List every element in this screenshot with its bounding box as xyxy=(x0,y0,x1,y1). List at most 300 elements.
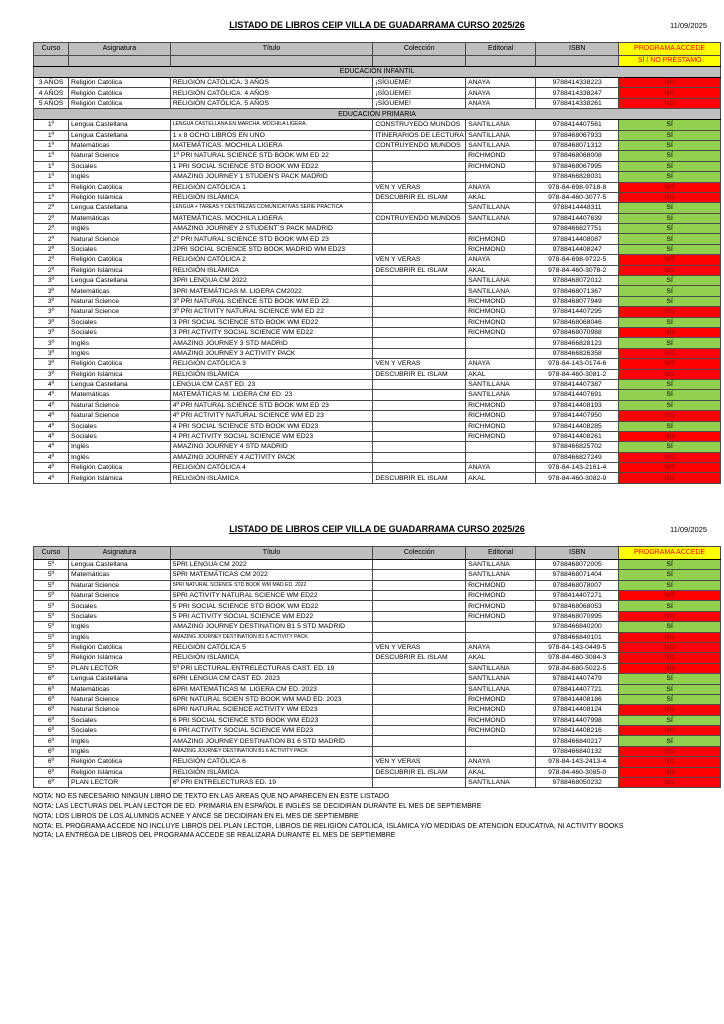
table-row xyxy=(34,442,721,452)
cell-titulo: 1º PRI NATURAL SCIENCE STD BOOK WM ED 22 xyxy=(170,151,373,161)
cell-coleccion xyxy=(373,307,466,317)
section-header-label: EDUCACIÓN INFANTIL xyxy=(34,67,721,78)
subheader-empty-cell xyxy=(536,56,619,67)
cell-editorial: SANTILLANA xyxy=(466,120,536,130)
cell-asignatura: Sociales xyxy=(69,601,171,611)
cell-titulo: 5PRI NATURAL SCIENCE STD BOOK WM MAD ED. 2022 xyxy=(170,580,373,590)
cell-editorial xyxy=(466,736,536,746)
cell-titulo: AMAZING JOURNEY 4 ACTIVITY PACK xyxy=(170,452,373,462)
cell-editorial: RICHMOND xyxy=(466,244,536,254)
cell-editorial: SANTILLANA xyxy=(466,130,536,140)
column-header-asignatura: Asignatura xyxy=(69,546,171,559)
cell-titulo: 5 PRI SOCIAL SCIENCE STD BOOK WM ED22 xyxy=(170,601,373,611)
cell-accede: SÍ xyxy=(619,338,721,348)
cell-accede: SÍ xyxy=(619,286,721,296)
table-row xyxy=(34,611,721,621)
cell-accede: SÍ xyxy=(619,559,721,569)
cell-isbn: 9788414407561 xyxy=(536,120,619,130)
cell-coleccion xyxy=(373,674,466,684)
cell-editorial: RICHMOND xyxy=(466,317,536,327)
table-row xyxy=(34,296,721,306)
cell-asignatura: Natural Science xyxy=(69,307,171,317)
table-row xyxy=(34,715,721,725)
table-row xyxy=(34,359,721,369)
table-row xyxy=(34,653,721,663)
cell-curso: 6º xyxy=(34,746,69,756)
cell-titulo: 4º PRI ACTIVITY NATURAL SCIENCE WM ED 23 xyxy=(170,411,373,421)
subheader-empty-cell xyxy=(69,56,171,67)
table-row xyxy=(34,452,721,462)
cell-isbn: 9788468072005 xyxy=(536,559,619,569)
cell-curso: 1º xyxy=(34,172,69,182)
cell-accede: NO xyxy=(619,359,721,369)
cell-accede: NO xyxy=(619,463,721,473)
cell-titulo: 3º PRI NATURAL SCIENCE STD BOOK WM ED 22 xyxy=(170,296,373,306)
cell-isbn: 9788466840101 xyxy=(536,632,619,642)
table-row xyxy=(34,400,721,410)
cell-coleccion xyxy=(373,736,466,746)
cell-titulo: RELIGIÓN CATÓLICA 4 xyxy=(170,463,373,473)
cell-accede: NO xyxy=(619,611,721,621)
cell-asignatura: Religión Islámica xyxy=(69,653,171,663)
cell-titulo: RELIGIÓN CATÓLICA 1 xyxy=(170,182,373,192)
cell-titulo: 6 PRI SOCIAL SCIENCE STD BOOK WM ED23 xyxy=(170,715,373,725)
cell-accede: SÍ xyxy=(619,151,721,161)
cell-curso: 6º xyxy=(34,767,69,777)
cell-titulo: RELIGIÓN ISLÁMICA xyxy=(170,767,373,777)
cell-accede: NO xyxy=(619,327,721,337)
cell-editorial: ANAYA xyxy=(466,463,536,473)
cell-curso: 2º xyxy=(34,244,69,254)
cell-accede: NO xyxy=(619,182,721,192)
cell-accede: NO xyxy=(619,473,721,483)
cell-coleccion: CONTRUYENDO MUNDOS xyxy=(373,140,466,150)
subheader-empty-cell xyxy=(466,56,536,67)
cell-asignatura: Religión Islámica xyxy=(69,265,171,275)
table-row xyxy=(34,338,721,348)
note-line: NOTA: NO ES NECESARIO NINGÚN LIBRO DE TEXTO EN LAS ÁREAS QUE NO APARECEN EN ESTE LISTADO xyxy=(33,793,390,801)
cell-asignatura: Natural Science xyxy=(69,296,171,306)
table-row xyxy=(34,78,721,88)
cell-coleccion xyxy=(373,442,466,452)
cell-asignatura: Religión Católica xyxy=(69,757,171,767)
cell-editorial: RICHMOND xyxy=(466,726,536,736)
column-header-curso: Curso xyxy=(34,546,69,559)
cell-isbn: 9788414407721 xyxy=(536,684,619,694)
page-1-header xyxy=(33,20,721,33)
cell-titulo: 1 x 8 OCHO LIBROS EN UNO xyxy=(170,130,373,140)
cell-titulo: AMAZING JOURNEY 2 STUDENT´S PACK MADRID xyxy=(170,224,373,234)
cell-titulo: 5PRI LENGUA CM 2022 xyxy=(170,559,373,569)
cell-asignatura: Religión Católica xyxy=(69,359,171,369)
cell-isbn: 9788468071312 xyxy=(536,140,619,150)
cell-isbn: 9788468067933 xyxy=(536,130,619,140)
cell-editorial: AKAL xyxy=(466,653,536,663)
cell-isbn: 9788468078007 xyxy=(536,580,619,590)
cell-curso: 1º xyxy=(34,182,69,192)
cell-isbn: 9788468070995 xyxy=(536,611,619,621)
cell-isbn: 9788468068053 xyxy=(536,601,619,611)
cell-asignatura: Matemáticas xyxy=(69,213,171,223)
cell-isbn: 9788414338223 xyxy=(536,78,619,88)
cell-editorial: ANAYA xyxy=(466,98,536,108)
cell-isbn: 9788466825702 xyxy=(536,442,619,452)
table-row xyxy=(34,348,721,358)
cell-asignatura: Natural Science xyxy=(69,151,171,161)
cell-accede: NO xyxy=(619,726,721,736)
cell-editorial: RICHMOND xyxy=(466,421,536,431)
cell-titulo: AMAZING JOURNEY DESTINATION B1 5 STD MADRID xyxy=(170,622,373,632)
cell-accede: SÍ xyxy=(619,296,721,306)
subheader-prestamo-label: SÍ / NO PRÉSTAMO xyxy=(619,56,721,67)
cell-editorial: ANAYA xyxy=(466,255,536,265)
cell-curso: 3º xyxy=(34,286,69,296)
table-row xyxy=(34,684,721,694)
cell-accede: NO xyxy=(619,78,721,88)
cell-accede: SÍ xyxy=(619,140,721,150)
cell-accede: SÍ xyxy=(619,244,721,254)
cell-asignatura: Inglés xyxy=(69,736,171,746)
table-row xyxy=(34,591,721,601)
cell-coleccion xyxy=(373,452,466,462)
cell-titulo: LENGUA CM CAST ED. 23 xyxy=(170,379,373,389)
cell-editorial: AKAL xyxy=(466,265,536,275)
column-header-editorial: Editorial xyxy=(466,546,536,559)
cell-editorial: SANTILLANA xyxy=(466,140,536,150)
cell-isbn: 9788468068046 xyxy=(536,317,619,327)
cell-accede: NO xyxy=(619,767,721,777)
cell-asignatura: Religión Islámica xyxy=(69,369,171,379)
cell-asignatura: Religión Católica xyxy=(69,182,171,192)
cell-titulo: 3PRI MATEMÁTICAS M. LIGERA CM2022 xyxy=(170,286,373,296)
cell-coleccion: DESCUBRIR EL ISLAM xyxy=(373,653,466,663)
cell-editorial xyxy=(466,746,536,756)
cell-coleccion xyxy=(373,224,466,234)
cell-accede: SÍ xyxy=(619,684,721,694)
cell-editorial: ANAYA xyxy=(466,359,536,369)
cell-curso: 3º xyxy=(34,276,69,286)
cell-coleccion: VEN Y VERAS xyxy=(373,255,466,265)
cell-isbn: 9788414407998 xyxy=(536,715,619,725)
table-row xyxy=(34,421,721,431)
note-line: NOTA: EL PROGRAMA ACCEDE NO INCLUYE LIBROS DEL PLAN LECTOR, LIBROS DE RELIGIÓN CATÓLICA, ISLÁMICA Y/O MEDIDAS DE ATENCIÓN EDUCATIVA, NI ACTIVITY BOOKS xyxy=(33,822,624,830)
cell-editorial: RICHMOND xyxy=(466,296,536,306)
cell-accede: NO xyxy=(619,411,721,421)
cell-curso: 3 AÑOS xyxy=(34,78,69,88)
cell-coleccion xyxy=(373,778,466,788)
table-row xyxy=(34,674,721,684)
table-row xyxy=(34,622,721,632)
cell-isbn: 978-84-143-0449-5 xyxy=(536,642,619,652)
cell-curso: 1º xyxy=(34,161,69,171)
cell-editorial: SANTILLANA xyxy=(466,674,536,684)
cell-coleccion: DESCUBRIR EL ISLAM xyxy=(373,473,466,483)
cell-editorial: SANTILLANA xyxy=(466,286,536,296)
cell-asignatura: Sociales xyxy=(69,431,171,441)
cell-curso: 5º xyxy=(34,611,69,621)
sub-header-row xyxy=(34,56,721,67)
cell-isbn: 978-84-460-3078-2 xyxy=(536,265,619,275)
cell-titulo: 3PRI LENGUA CM 2022 xyxy=(170,276,373,286)
cell-editorial: SANTILLANA xyxy=(466,276,536,286)
cell-isbn: 9788468050232 xyxy=(536,778,619,788)
cell-accede: SÍ xyxy=(619,674,721,684)
cell-coleccion xyxy=(373,203,466,213)
cell-isbn: 9788414408124 xyxy=(536,705,619,715)
table-row xyxy=(34,411,721,421)
cell-coleccion xyxy=(373,327,466,337)
cell-curso: 6º xyxy=(34,736,69,746)
cell-editorial: RICHMOND xyxy=(466,431,536,441)
table-row xyxy=(34,390,721,400)
table-row xyxy=(34,746,721,756)
cell-accede: SÍ xyxy=(619,601,721,611)
cell-titulo: 4 PRI ACTIVITY SOCIAL SCIENCE WM ED23 xyxy=(170,431,373,441)
cell-accede: NO xyxy=(619,653,721,663)
cell-editorial: AKAL xyxy=(466,369,536,379)
cell-accede: SÍ xyxy=(619,234,721,244)
cell-titulo: 2PRI SOCIAL SCIENCE STD BOOK MADRID WM ED23 xyxy=(170,244,373,254)
cell-curso: 4º xyxy=(34,442,69,452)
cell-titulo: RELIGIÓN ISLÁMICA xyxy=(170,265,373,275)
cell-coleccion: DESCUBRIR EL ISLAM xyxy=(373,767,466,777)
table-row xyxy=(34,203,721,213)
cell-asignatura: Lengua Castellana xyxy=(69,379,171,389)
cell-coleccion: VEN Y VERAS xyxy=(373,642,466,652)
cell-titulo: RELIGIÓN ISLÁMICA xyxy=(170,369,373,379)
cell-asignatura: Natural Science xyxy=(69,400,171,410)
cell-isbn: 9788414408186 xyxy=(536,694,619,704)
cell-asignatura: Lengua Castellana xyxy=(69,276,171,286)
cell-coleccion xyxy=(373,296,466,306)
cell-editorial: SANTILLANA xyxy=(466,570,536,580)
cell-coleccion: DESCUBRIR EL ISLAM xyxy=(373,192,466,202)
cell-curso: 3º xyxy=(34,327,69,337)
cell-editorial: ANAYA xyxy=(466,88,536,98)
table-row xyxy=(34,726,721,736)
cell-asignatura: Natural Science xyxy=(69,705,171,715)
cell-isbn: 9788466828031 xyxy=(536,172,619,182)
cell-curso: 3º xyxy=(34,359,69,369)
cell-asignatura: Lengua Castellana xyxy=(69,203,171,213)
cell-coleccion xyxy=(373,715,466,725)
cell-asignatura: Natural Science xyxy=(69,234,171,244)
table-row xyxy=(34,327,721,337)
cell-curso: 6º xyxy=(34,726,69,736)
table-row xyxy=(34,172,721,182)
cell-curso: 1º xyxy=(34,120,69,130)
cell-isbn: 978-84-460-3077-5 xyxy=(536,192,619,202)
cell-curso: 5 AÑOS xyxy=(34,98,69,108)
table-row xyxy=(34,379,721,389)
cell-titulo: MATEMÁTICAS. MOCHILA LIGERA xyxy=(170,213,373,223)
section-header-label: EDUCACIÓN PRIMARIA xyxy=(34,109,721,120)
cell-curso: 4º xyxy=(34,463,69,473)
cell-coleccion xyxy=(373,234,466,244)
date-label: 11/09/2025 xyxy=(670,21,707,30)
cell-coleccion xyxy=(373,611,466,621)
cell-coleccion: ITINERARIOS DE LECTURA xyxy=(373,130,466,140)
cell-asignatura: Sociales xyxy=(69,726,171,736)
column-header-isbn: ISBN xyxy=(536,43,619,56)
cell-isbn: 9788414408247 xyxy=(536,244,619,254)
cell-editorial: RICHMOND xyxy=(466,591,536,601)
cell-accede: SÍ xyxy=(619,213,721,223)
table-row xyxy=(34,234,721,244)
cell-accede: SÍ xyxy=(619,317,721,327)
page-2-header xyxy=(33,524,721,537)
cell-asignatura: Inglés xyxy=(69,442,171,452)
cell-accede: NO xyxy=(619,591,721,601)
table-row xyxy=(34,705,721,715)
cell-coleccion xyxy=(373,694,466,704)
table-row xyxy=(34,161,721,171)
cell-asignatura: Sociales xyxy=(69,715,171,725)
subheader-empty-cell xyxy=(34,56,69,67)
cell-isbn: 9788414407639 xyxy=(536,213,619,223)
cell-isbn: 9788414407271 xyxy=(536,591,619,601)
cell-accede: NO xyxy=(619,255,721,265)
cell-accede: SÍ xyxy=(619,580,721,590)
note-line: NOTA: LAS LECTURAS DEL PLAN LECTOR DE ED. PRIMARIA EN ESPAÑOL E INGLÉS SE DECIDIRÁN DURANTE EL MES DE SEPTIEMBRE xyxy=(33,803,482,811)
cell-curso: 1º xyxy=(34,130,69,140)
cell-editorial: RICHMOND xyxy=(466,234,536,244)
cell-curso: 5º xyxy=(34,559,69,569)
cell-curso: 4º xyxy=(34,379,69,389)
cell-isbn: 978-84-460-3081-2 xyxy=(536,369,619,379)
cell-asignatura: Lengua Castellana xyxy=(69,559,171,569)
cell-curso: 6º xyxy=(34,674,69,684)
cell-accede: NO xyxy=(619,663,721,673)
cell-titulo: 3 PRI ACTIVITY SOCIAL SCIENCE WM ED22 xyxy=(170,327,373,337)
cell-asignatura: Sociales xyxy=(69,327,171,337)
cell-asignatura: Religión Islámica xyxy=(69,767,171,777)
cell-asignatura: Natural Science xyxy=(69,411,171,421)
cell-isbn: 9788468071404 xyxy=(536,570,619,580)
cell-accede: SÍ xyxy=(619,130,721,140)
cell-accede: SÍ xyxy=(619,715,721,725)
cell-titulo: 6PRI NATURAL SCIENCE ACTIVITY WM ED23 xyxy=(170,705,373,715)
cell-titulo: RELIGIÓN CATÓLICA 3 xyxy=(170,359,373,369)
cell-editorial: RICHMOND xyxy=(466,705,536,715)
cell-asignatura: Lengua Castellana xyxy=(69,130,171,140)
cell-asignatura: Inglés xyxy=(69,224,171,234)
cell-curso: 5º xyxy=(34,580,69,590)
cell-coleccion xyxy=(373,338,466,348)
cell-titulo: 5PRI MATEMÁTICAS CM 2022 xyxy=(170,570,373,580)
cell-asignatura: Inglés xyxy=(69,348,171,358)
cell-asignatura: Sociales xyxy=(69,244,171,254)
cell-coleccion: VEN Y VERAS xyxy=(373,757,466,767)
cell-accede: SÍ xyxy=(619,622,721,632)
subheader-empty-cell xyxy=(373,56,466,67)
cell-asignatura: Inglés xyxy=(69,172,171,182)
cell-editorial xyxy=(466,338,536,348)
cell-editorial xyxy=(466,348,536,358)
cell-asignatura: Matemáticas xyxy=(69,286,171,296)
cell-curso: 1º xyxy=(34,151,69,161)
cell-accede: NO xyxy=(619,431,721,441)
cell-isbn: 9788414408087 xyxy=(536,234,619,244)
cell-asignatura: Lengua Castellana xyxy=(69,674,171,684)
table-row xyxy=(34,663,721,673)
table-row xyxy=(34,736,721,746)
cell-coleccion xyxy=(373,421,466,431)
cell-coleccion xyxy=(373,317,466,327)
cell-editorial: SANTILLANA xyxy=(466,203,536,213)
table-row xyxy=(34,642,721,652)
table-row xyxy=(34,192,721,202)
cell-titulo: RELIGIÓN CATÓLICA. 3 AÑOS xyxy=(170,78,373,88)
cell-isbn: 9788466826358 xyxy=(536,348,619,358)
cell-titulo: AMAZING JOURNEY 3 STD MADRID xyxy=(170,338,373,348)
cell-curso: 2º xyxy=(34,203,69,213)
cell-asignatura: Religión Islámica xyxy=(69,192,171,202)
column-header-curso: Curso xyxy=(34,43,69,56)
cell-editorial: RICHMOND xyxy=(466,307,536,317)
cell-asignatura: Matemáticas xyxy=(69,570,171,580)
cell-titulo: RELIGIÓN ISLÁMICA xyxy=(170,473,373,483)
cell-coleccion: CONTRUYENDO MUNDOS xyxy=(373,213,466,223)
cell-asignatura: Sociales xyxy=(69,611,171,621)
cell-accede: NO xyxy=(619,452,721,462)
cell-editorial: ANAYA xyxy=(466,757,536,767)
cell-titulo: 5 PRI ACTIVITY SOCIAL SCIENCE WM ED22 xyxy=(170,611,373,621)
table-row xyxy=(34,182,721,192)
column-header-coleccion: Colección xyxy=(373,43,466,56)
cell-editorial: AKAL xyxy=(466,767,536,777)
table-row xyxy=(34,473,721,483)
section-header-row xyxy=(34,109,721,120)
cell-isbn: 978-84-698-9718-8 xyxy=(536,182,619,192)
cell-isbn: 9788466827249 xyxy=(536,452,619,462)
cell-asignatura: Religión Católica xyxy=(69,463,171,473)
cell-accede: SÍ xyxy=(619,161,721,171)
cell-isbn: 9788414407387 xyxy=(536,379,619,389)
table-row xyxy=(34,632,721,642)
column-header-editorial: Editorial xyxy=(466,43,536,56)
cell-accede: NO xyxy=(619,642,721,652)
cell-titulo: 6PRI MATEMÁTICAS M. LIGERA CM ED. 2023 xyxy=(170,684,373,694)
cell-asignatura: PLAN LECTOR xyxy=(69,663,171,673)
cell-isbn: 9788466828123 xyxy=(536,338,619,348)
cell-asignatura: Inglés xyxy=(69,338,171,348)
cell-editorial: SANTILLANA xyxy=(466,778,536,788)
table-row xyxy=(34,151,721,161)
cell-accede: SÍ xyxy=(619,694,721,704)
cell-accede: SÍ xyxy=(619,421,721,431)
cell-coleccion xyxy=(373,570,466,580)
table-row xyxy=(34,767,721,777)
cell-coleccion xyxy=(373,622,466,632)
cell-accede: SÍ xyxy=(619,120,721,130)
cell-editorial: RICHMOND xyxy=(466,411,536,421)
cell-curso: 1º xyxy=(34,192,69,202)
cell-editorial xyxy=(466,442,536,452)
table-row xyxy=(34,757,721,767)
cell-accede: SÍ xyxy=(619,390,721,400)
cell-asignatura: Religión Católica xyxy=(69,642,171,652)
cell-isbn: 9788414408261 xyxy=(536,431,619,441)
cell-curso: 6º xyxy=(34,705,69,715)
cell-editorial xyxy=(466,632,536,642)
cell-curso: 3º xyxy=(34,317,69,327)
cell-coleccion xyxy=(373,348,466,358)
cell-accede: SÍ xyxy=(619,379,721,389)
page-title-2: LISTADO DE LIBROS CEIP VILLA DE GUADARRAMA CURSO 2025/26 xyxy=(229,523,525,534)
cell-titulo: 6PRI NATURAL SCIEN STD BOOK WM MAD ED. 2023 xyxy=(170,694,373,704)
column-header-coleccion: Colección xyxy=(373,546,466,559)
